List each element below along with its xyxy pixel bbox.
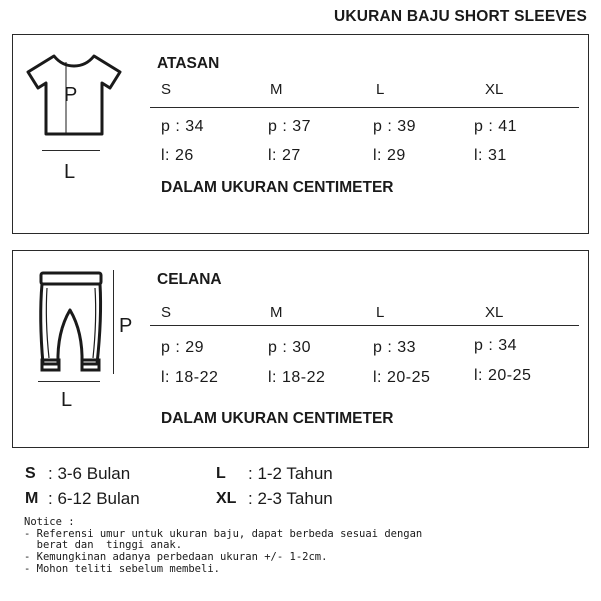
bottom-unit-note: DALAM UKURAN CENTIMETER	[161, 410, 394, 427]
top-size-s: S	[161, 81, 172, 98]
shirt-p-label: P	[64, 84, 78, 106]
bottom-header-rule	[150, 325, 579, 326]
pants-length-line	[113, 270, 114, 374]
legend-key-m: M	[25, 490, 39, 507]
notice-line-4: - Mohon teliti sebelum membeli.	[24, 563, 220, 575]
bottom-size-l: L	[376, 304, 385, 321]
top-p-m: p : 37	[268, 118, 312, 135]
bottom-size-m: M	[270, 304, 283, 321]
legend-value-m: : 6-12 Bulan	[48, 489, 140, 508]
top-p-s: p : 34	[161, 118, 205, 135]
bottom-p-xl: p : 34	[474, 337, 518, 354]
legend-value-xl: : 2-3 Tahun	[248, 489, 333, 508]
bottom-p-m: p : 30	[268, 339, 312, 356]
top-unit-note: DALAM UKURAN CENTIMETER	[161, 179, 394, 196]
top-l-s: l: 26	[161, 147, 194, 164]
notice-line-2: berat dan tinggi anak.	[24, 539, 183, 551]
page-title: UKURAN BAJU SHORT SLEEVES	[333, 8, 587, 25]
top-p-l: p : 39	[373, 118, 417, 135]
top-p-xl: p : 41	[474, 118, 518, 135]
pants-p-label: P	[119, 315, 133, 337]
top-heading: ATASAN	[157, 55, 220, 72]
legend-value-s: : 3-6 Bulan	[48, 464, 131, 483]
pants-width-line	[38, 381, 100, 382]
bottom-l-s: l: 18-22	[161, 369, 219, 386]
bottom-l-xl: l: 20-25	[474, 367, 532, 384]
bottom-size-s: S	[161, 304, 172, 321]
shirt-width-line	[42, 150, 100, 151]
shirt-l-label: L	[64, 161, 76, 183]
pants-icon	[36, 270, 106, 376]
bottom-p-s: p : 29	[161, 339, 205, 356]
legend-key-l: L	[216, 465, 226, 482]
top-size-xl: XL	[485, 81, 504, 98]
top-size-m: M	[270, 81, 283, 98]
bottom-size-xl: XL	[485, 304, 504, 321]
bottom-l-l: l: 20-25	[373, 369, 431, 386]
top-l-m: l: 27	[268, 147, 301, 164]
bottom-p-l: p : 33	[373, 339, 417, 356]
top-size-l: L	[376, 81, 385, 98]
legend-key-xl: XL	[216, 490, 237, 507]
notice-line-1: - Referensi umur untuk ukuran baju, dapat berbeda sesuai dengan	[24, 528, 423, 540]
legend-value-l: : 1-2 Tahun	[248, 464, 333, 483]
notice-heading: Notice :	[24, 516, 75, 528]
bottom-heading: CELANA	[157, 271, 222, 288]
legend-key-s: S	[25, 465, 36, 482]
pants-l-label: L	[61, 389, 73, 411]
top-l-xl: l: 31	[474, 147, 507, 164]
top-header-rule	[150, 107, 579, 108]
bottom-l-m: l: 18-22	[268, 369, 326, 386]
notice-line-3: - Kemungkinan adanya perbedaan ukuran +/- 1-2cm.	[24, 551, 328, 563]
top-l-l: l: 29	[373, 147, 406, 164]
